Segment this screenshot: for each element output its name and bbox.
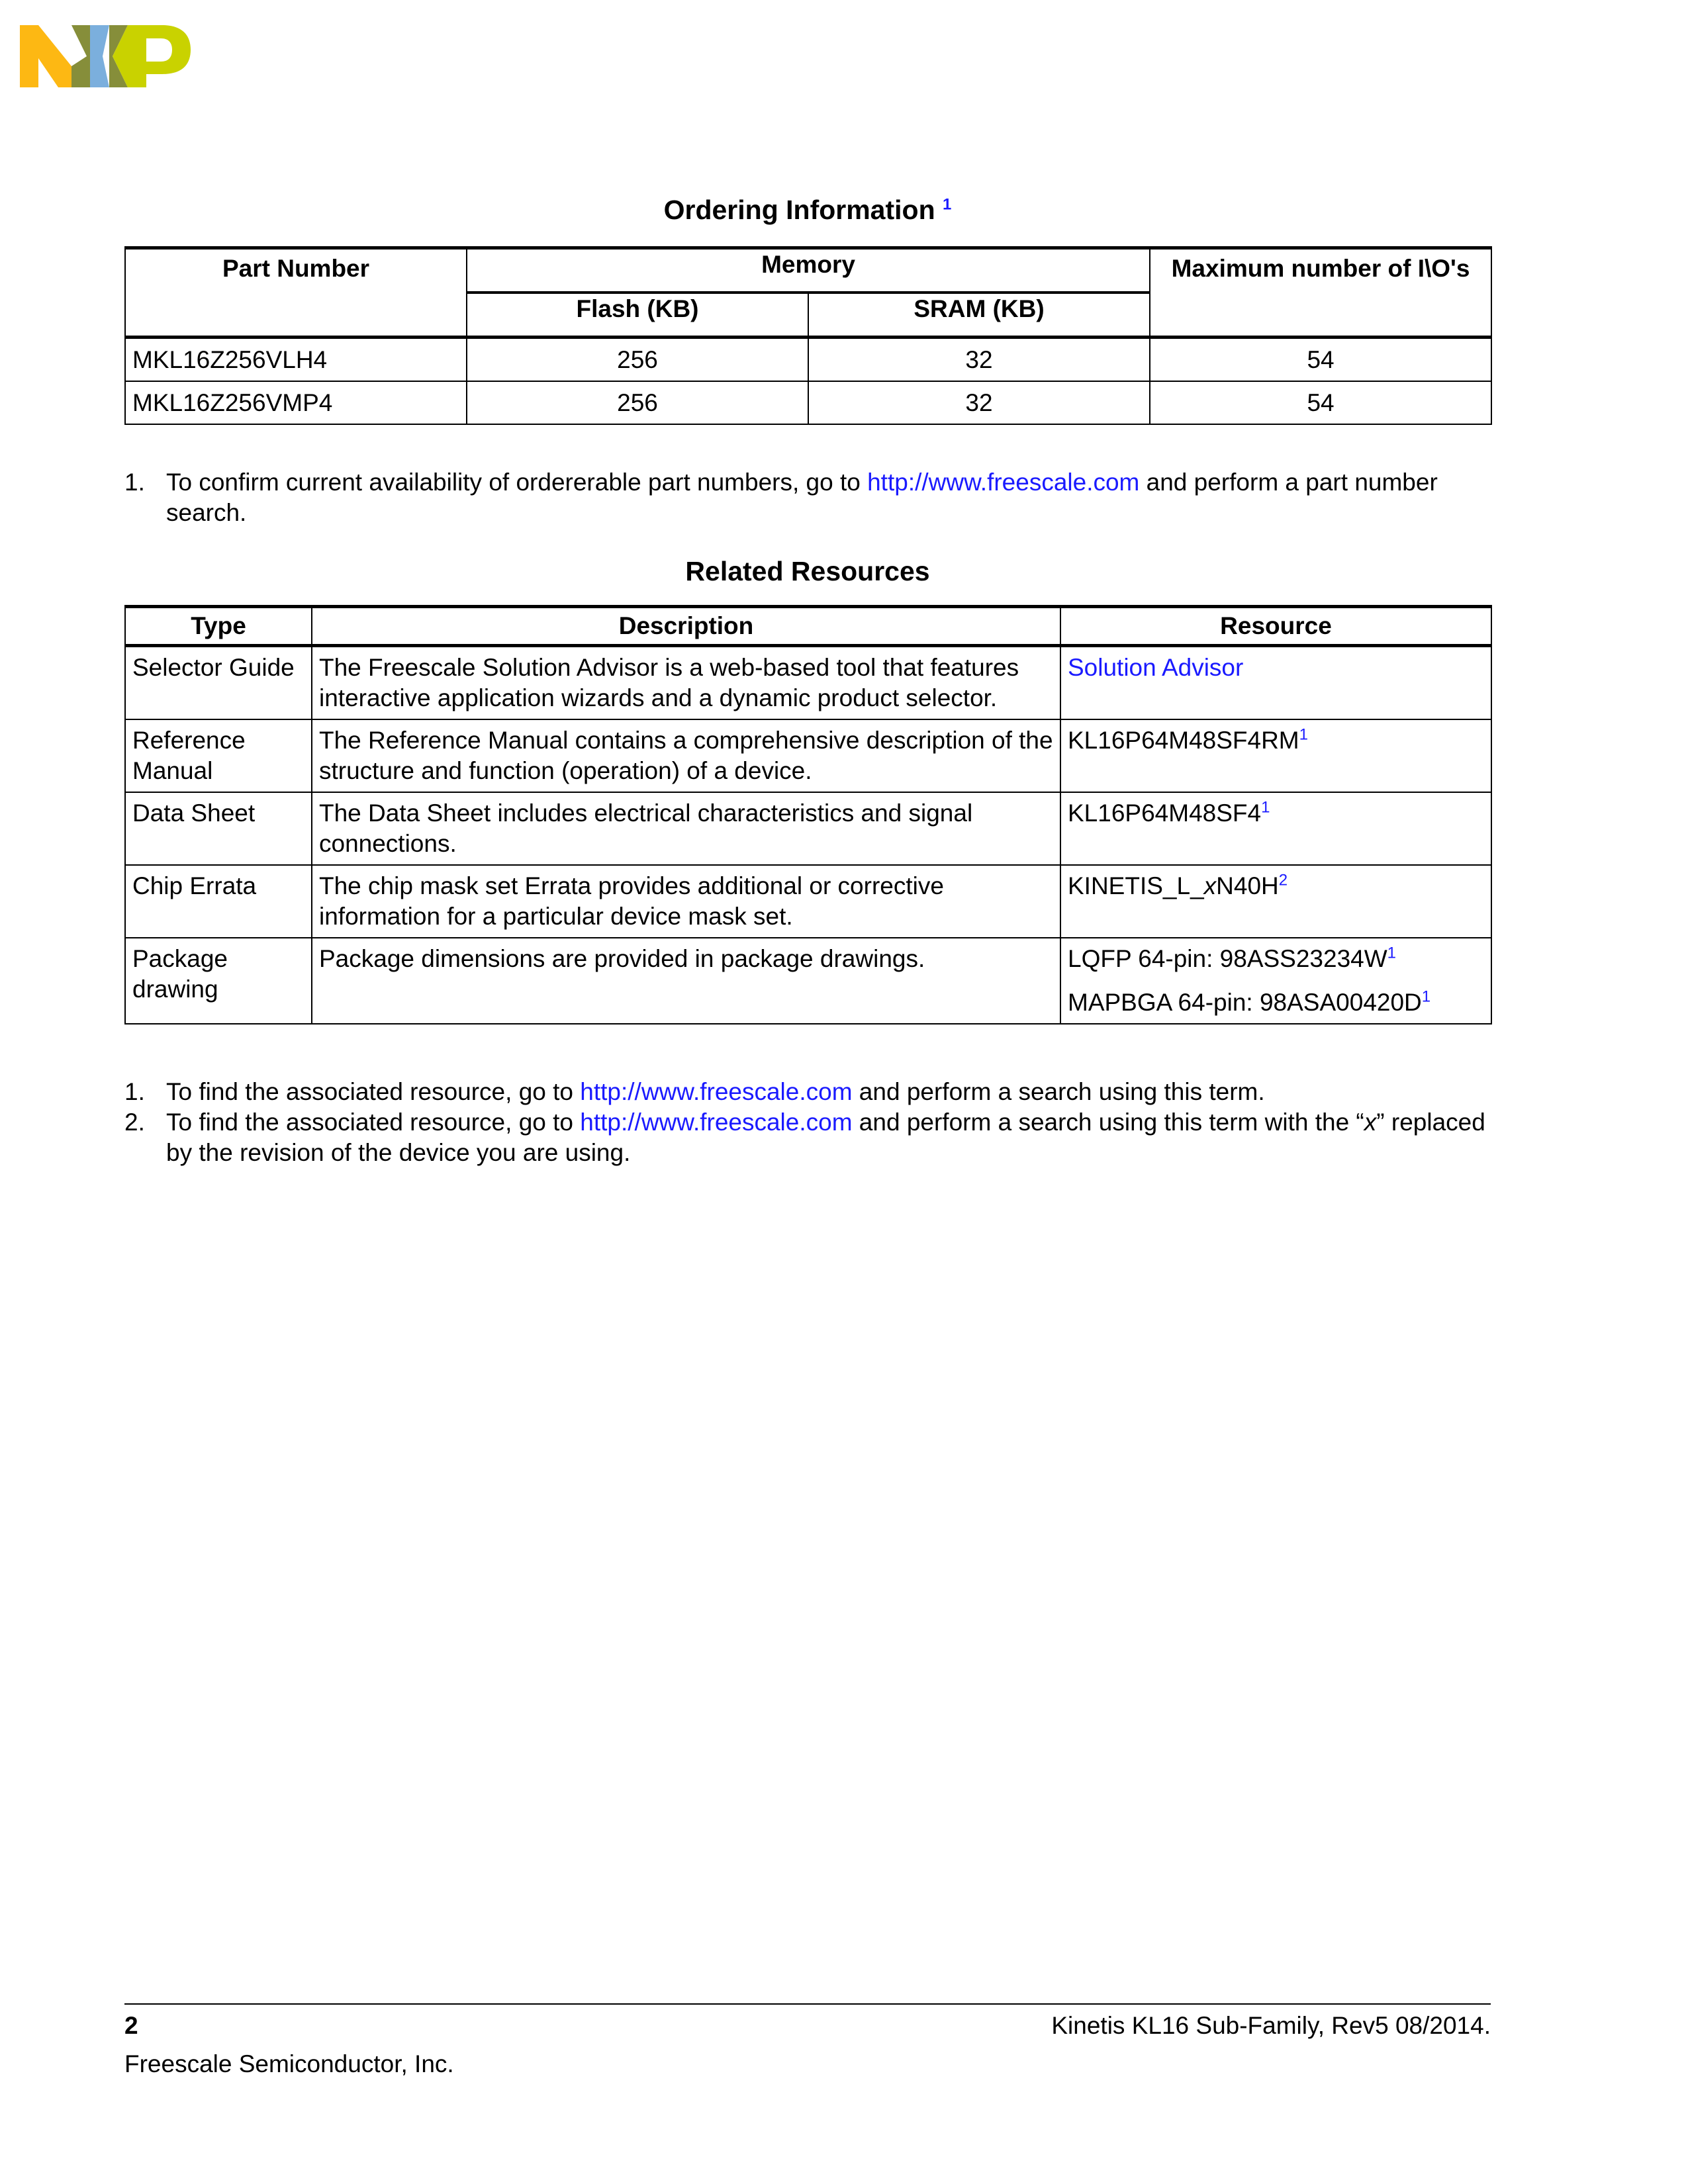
header-max-io: Maximum number of I\O's <box>1150 248 1491 338</box>
table-row <box>125 938 1491 1024</box>
footnote-ref-link[interactable]: 1 <box>1421 987 1431 1006</box>
ordering-info-table <box>124 246 1492 425</box>
ordering-title-footnote-link[interactable]: 1 <box>943 195 952 214</box>
table-row <box>125 381 1491 424</box>
footnote-number: 1. <box>124 1078 145 1105</box>
header-part-number: Part Number <box>125 248 467 338</box>
header-flash: Flash (KB) <box>467 293 808 338</box>
freescale-link[interactable]: http://www.freescale.com <box>580 1109 853 1136</box>
page-number: 2 <box>124 2012 138 2039</box>
footnote-text: To find the associated resource, go to <box>166 1109 581 1136</box>
footnote-text: x <box>1364 1109 1377 1136</box>
table-row <box>125 646 1491 720</box>
header-description: Description <box>312 607 1060 646</box>
company-name: Freescale Semiconductor, Inc. <box>124 2050 454 2077</box>
part-number: MKL16Z256VMP4 <box>125 381 467 424</box>
resource-description: The Reference Manual contains a comprehensive description of the structure and function (operation) of a device. <box>312 719 1060 792</box>
resource-id: KL16P64M48SF4$^1$ <box>1060 792 1491 865</box>
footnote-ref-link[interactable]: 1 <box>1299 725 1308 744</box>
resource-id: KL16P64M48SF4RM$^1$ <box>1060 719 1491 792</box>
sram-size: 32 <box>808 381 1150 424</box>
part-number: MKL16Z256VLH4 <box>125 338 467 382</box>
resource-type: Package drawing <box>125 938 312 1024</box>
footer-divider <box>124 2003 1491 2005</box>
footnote-ref-link[interactable]: 1 <box>1261 798 1270 817</box>
footnote-number: 2. <box>124 1109 145 1136</box>
footnote-ref-link[interactable]: 1 <box>1387 944 1397 962</box>
resource-type: Data Sheet <box>125 792 312 865</box>
max-io: 54 <box>1150 381 1491 424</box>
ordering-info-title: Ordering Information $^1$ <box>663 195 952 225</box>
nxp-logo <box>20 25 191 87</box>
document-title: Kinetis KL16 Sub-Family, Rev5 08/2014. <box>1051 2012 1491 2039</box>
header-resource: Resource <box>1060 607 1491 646</box>
footnote-ref-link[interactable]: 2 <box>1278 871 1288 889</box>
resources-footnote-2 <box>124 1107 1491 1168</box>
resource-description: The chip mask set Errata provides additional or corrective information for a particular device mask set. <box>312 865 1060 938</box>
flash-size: 256 <box>467 381 808 424</box>
footnote-text: ” replaced by the revision of the device you are using. <box>166 1109 1485 1166</box>
resources-footnote-1 <box>124 1077 1491 1107</box>
footnote-text: and perform a part number search. <box>166 469 1438 526</box>
resource-description: The Data Sheet includes electrical characteristics and signal connections. <box>312 792 1060 865</box>
resource-type: Selector Guide <box>125 646 312 720</box>
sram-size: 32 <box>808 338 1150 382</box>
footnote-text: To find the associated resource, go to <box>166 1078 581 1105</box>
related-resources-table <box>124 605 1492 1024</box>
header-type: Type <box>125 607 312 646</box>
header-sram: SRAM (KB) <box>808 293 1150 338</box>
footnote-number: 1. <box>124 469 145 496</box>
resource-id: KINETIS_L_xN40H$^2$ <box>1060 865 1491 938</box>
resource-description: The Freescale Solution Advisor is a web-based tool that features interactive application wizards and a dynamic product selector. <box>312 646 1060 720</box>
freescale-link[interactable]: http://www.freescale.com <box>867 469 1140 496</box>
max-io: 54 <box>1150 338 1491 382</box>
footnote-text: and perform a search using this term. <box>852 1078 1265 1105</box>
resource-description: Package dimensions are provided in package drawings. <box>312 938 1060 1024</box>
ordering-footnote <box>124 467 1491 528</box>
header-memory: Memory <box>467 248 1150 293</box>
resource-type: Reference Manual <box>125 719 312 792</box>
resource-type: Chip Errata <box>125 865 312 938</box>
flash-size: 256 <box>467 338 808 382</box>
solution-advisor-link[interactable]: Solution Advisor <box>1068 654 1244 681</box>
table-row <box>125 865 1491 938</box>
freescale-link[interactable]: http://www.freescale.com <box>580 1078 853 1105</box>
resource-id: LQFP 64-pin: 98ASS23234W$^1$ MAPBGA 64-pin: 98ASA00420D$^1$ <box>1060 938 1491 1024</box>
footnote-text: and perform a search using this term with the “ <box>852 1109 1364 1136</box>
table-row <box>125 792 1491 865</box>
footnote-text: To confirm current availability of ordererable part numbers, go to <box>166 469 868 496</box>
table-row <box>125 338 1491 382</box>
related-resources-title: Related Resources <box>685 556 930 586</box>
table-row <box>125 719 1491 792</box>
